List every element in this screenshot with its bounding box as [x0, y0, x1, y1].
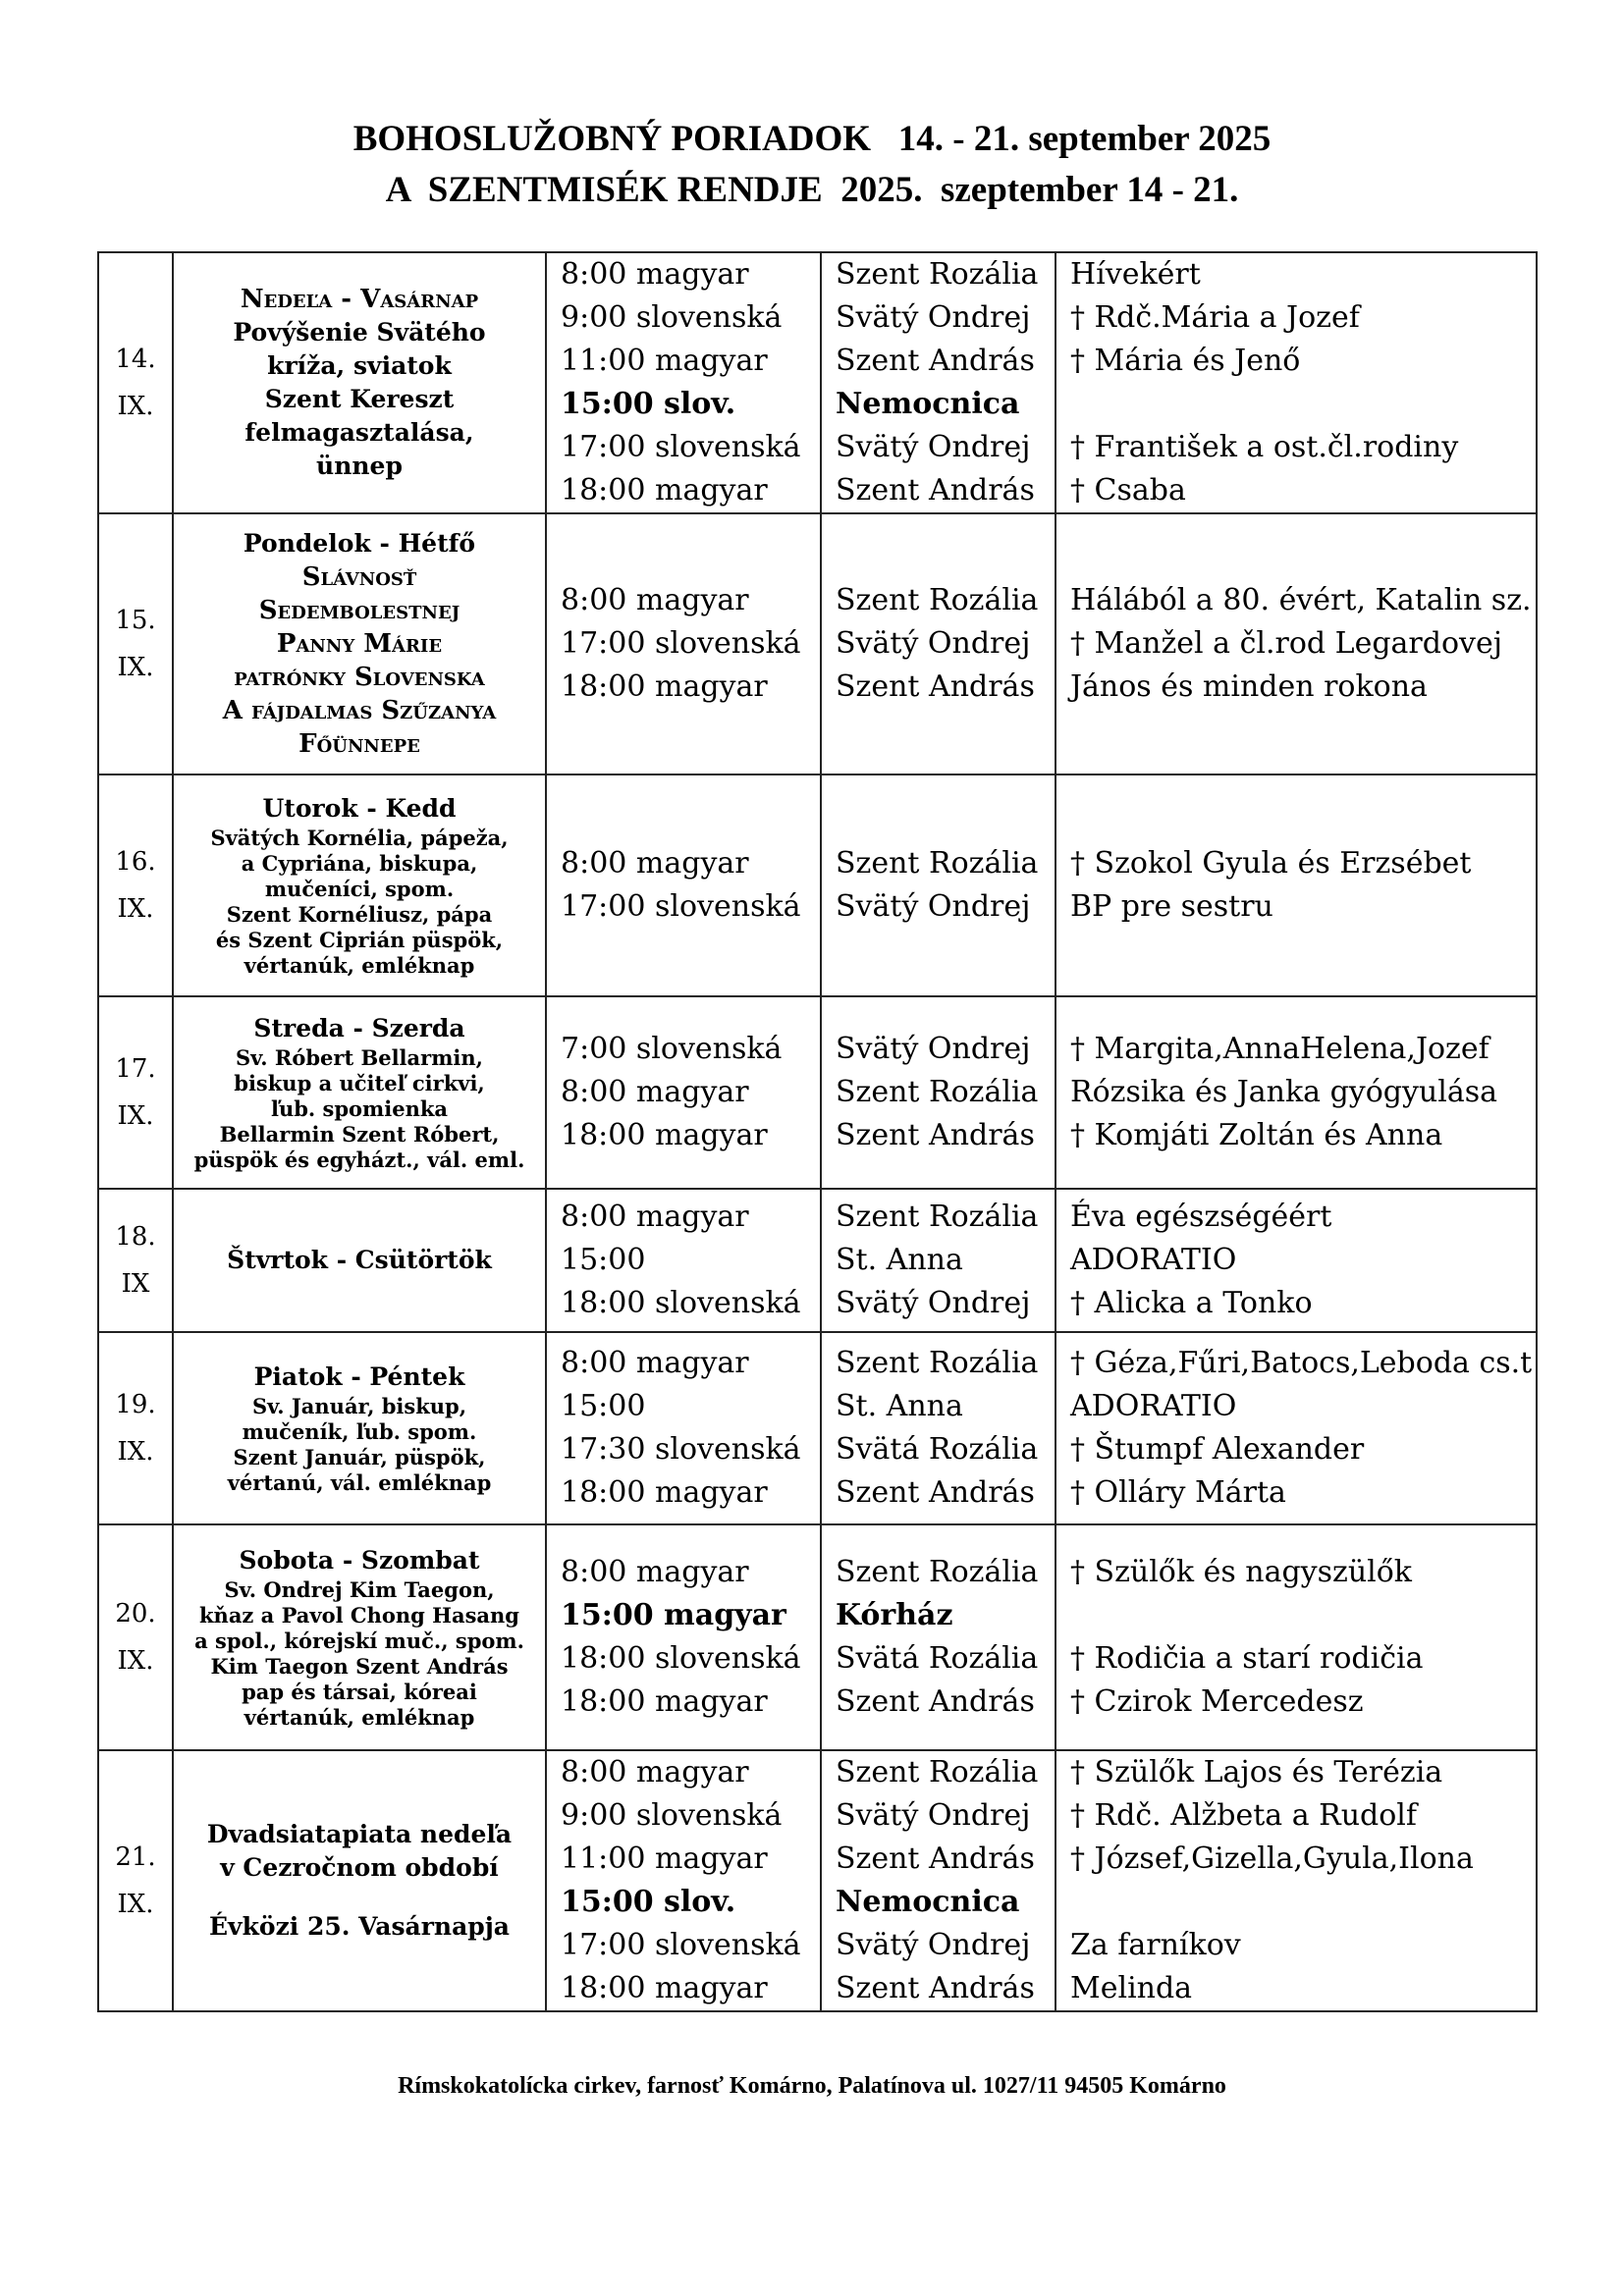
mass-place: Szent András — [836, 1684, 1035, 1719]
intention: † Rodičia a starí rodičia — [1070, 1641, 1424, 1676]
day-description-line: Szent Január, püspök, — [233, 1445, 486, 1469]
mass-place: Szent Rozália — [836, 1755, 1039, 1789]
intention: Hálából a 80. évért, Katalin sz. — [1070, 583, 1532, 617]
day-description-line: ľub. spomienka — [270, 1096, 449, 1121]
day-description-line: a Cypriána, biskupa, — [241, 851, 478, 876]
mass-place: Svätý Ondrej — [836, 430, 1031, 464]
intention-cell — [1056, 1332, 1537, 1524]
mass-time-cell — [546, 1332, 821, 1524]
day-description-cell — [173, 996, 546, 1189]
mass-place: Svätá Rozália — [836, 1641, 1039, 1676]
title-hungarian: A SZENTMISÉK RENDJE 2025. szeptember 14 - 21. — [385, 170, 1239, 210]
mass-place: Svätý Ondrej — [836, 889, 1031, 924]
day-description-line: kríža, sviatok — [267, 351, 452, 380]
intention: † Mária és Jenő — [1070, 344, 1301, 378]
mass-place: Szent András — [836, 473, 1035, 507]
day-description-line: ünnep — [316, 452, 403, 480]
mass-time: 8:00 magyar — [561, 257, 749, 292]
day-description-line: Szent Kereszt — [264, 385, 455, 413]
mass-place: Nemocnica — [836, 387, 1020, 421]
mass-time-cell — [546, 996, 821, 1189]
day-description-line — [174, 1885, 545, 1910]
date-line: 20. — [115, 1599, 156, 1629]
day-description-cell — [173, 252, 546, 513]
mass-place: Szent Rozália — [836, 257, 1039, 292]
mass-place: Svätý Ondrej — [836, 1798, 1031, 1833]
day-description-line: Štvrtok - Csütörtök — [227, 1246, 492, 1274]
mass-time: 11:00 magyar — [561, 1842, 768, 1876]
intention-cell — [1056, 1189, 1537, 1332]
day-description-line: Panny Márie — [276, 629, 443, 659]
intention: János és minden rokona — [1070, 669, 1428, 704]
mass-place-cell — [821, 774, 1056, 996]
mass-place: Svätý Ondrej — [836, 626, 1031, 661]
intention: † František a ost.čl.rodiny — [1070, 430, 1459, 464]
date-line: IX. — [117, 1890, 154, 1919]
intention — [1070, 1881, 1536, 1924]
day-description-line: Bellarmin Szent Róbert, — [219, 1122, 500, 1147]
day-description-line: vértanúk, emléknap — [244, 953, 475, 978]
intention — [1070, 1594, 1536, 1637]
day-description-line: pap és társai, kóreai — [242, 1680, 477, 1704]
intention-cell — [1056, 513, 1537, 774]
mass-place-cell — [821, 513, 1056, 774]
mass-time-cell — [546, 1189, 821, 1332]
mass-place: Svätý Ondrej — [836, 1928, 1031, 1962]
date-cell — [98, 1332, 173, 1524]
day-description-cell — [173, 1750, 546, 2011]
mass-time: 18:00 slovenská — [561, 1286, 801, 1320]
mass-place: Szent Rozália — [836, 846, 1039, 881]
day-description-line: biskup a učiteľ cirkvi, — [234, 1071, 485, 1095]
intention: † József,Gizella,Gyula,Ilona — [1070, 1842, 1474, 1876]
mass-time: 15:00 — [561, 1389, 646, 1423]
intention: Hívekért — [1070, 257, 1201, 292]
mass-place: Szent András — [836, 1842, 1035, 1876]
day-description-line: Pondelok - Hétfő — [243, 529, 476, 558]
day-description-line: patrónky Slovenska — [234, 663, 485, 692]
intention: † Csaba — [1070, 473, 1186, 507]
intention-cell — [1056, 996, 1537, 1189]
intention: † Szokol Gyula és Erzsébet — [1070, 846, 1472, 881]
date-line: IX. — [117, 653, 154, 682]
date-line: 15. — [115, 606, 156, 635]
mass-place: Svätý Ondrej — [836, 1286, 1031, 1320]
date-line: 16. — [115, 847, 156, 877]
mass-place: Szent Rozália — [836, 583, 1039, 617]
date-cell — [98, 1750, 173, 2011]
mass-time: 18:00 magyar — [561, 669, 768, 704]
day-description-line: Főünnepe — [298, 729, 420, 759]
mass-time-cell — [546, 774, 821, 996]
intention: Za farníkov — [1070, 1928, 1241, 1962]
day-row — [98, 1750, 1537, 2011]
mass-time-cell — [546, 1524, 821, 1750]
day-description-cell — [173, 1524, 546, 1750]
day-description-line: Sv. Ondrej Kim Taegon, — [224, 1577, 495, 1602]
mass-time: 15:00 magyar — [561, 1598, 786, 1632]
mass-time: 17:00 slovenská — [561, 1928, 801, 1962]
intention: ADORATIO — [1070, 1389, 1237, 1423]
intention: † Komjáti Zoltán és Anna — [1070, 1118, 1443, 1152]
day-description-line: A fájdalmas Szűzanya — [222, 696, 497, 725]
mass-time: 8:00 magyar — [561, 1346, 749, 1380]
intention-cell — [1056, 774, 1537, 996]
day-description-line: és Szent Ciprián püspök, — [215, 928, 504, 952]
mass-place: Nemocnica — [836, 1885, 1020, 1919]
day-description-line: kňaz a Pavol Chong Hasang — [199, 1603, 519, 1628]
mass-place-cell — [821, 1750, 1056, 2011]
intention: † Alicka a Tonko — [1070, 1286, 1313, 1320]
mass-place: Szent András — [836, 1475, 1035, 1510]
day-description-cell — [173, 774, 546, 996]
intention: † Rdč. Alžbeta a Rudolf — [1070, 1798, 1417, 1833]
day-row — [98, 1332, 1537, 1524]
mass-time: 18:00 magyar — [561, 1118, 768, 1152]
date-line: IX. — [117, 1437, 154, 1467]
schedule-table — [97, 251, 1538, 2012]
mass-place: Svätý Ondrej — [836, 300, 1031, 335]
intention: Rózsika és Janka gyógyulása — [1070, 1075, 1498, 1109]
mass-time: 15:00 slov. — [561, 387, 736, 421]
day-row — [98, 252, 1537, 513]
mass-place: Svätý Ondrej — [836, 1032, 1031, 1066]
mass-time: 15:00 slov. — [561, 1885, 736, 1919]
title-slovak: BOHOSLUŽOBNÝ PORIADOK 14. - 21. september 2025 — [352, 119, 1272, 159]
day-description-cell — [173, 1189, 546, 1332]
day-description-line: Sedembolestnej — [258, 596, 460, 625]
day-description-line: Sobota - Szombat — [239, 1546, 480, 1575]
date-cell — [98, 774, 173, 996]
intention: BP pre sestru — [1070, 889, 1273, 924]
day-description-line: Piatok - Péntek — [253, 1362, 465, 1391]
intention: † Margita,AnnaHelena,Jozef — [1070, 1032, 1489, 1066]
mass-time: 8:00 magyar — [561, 1075, 749, 1109]
day-description-line: v Cezročnom období — [220, 1853, 499, 1882]
intention: † Manžel a čl.rod Legardovej — [1070, 626, 1503, 661]
date-cell — [98, 1189, 173, 1332]
mass-time: 8:00 magyar — [561, 583, 749, 617]
mass-time: 8:00 magyar — [561, 1555, 749, 1589]
day-description-line: mučeníci, spom. — [264, 877, 455, 901]
day-row — [98, 513, 1537, 774]
day-description-line: Sv. Január, biskup, — [251, 1394, 467, 1418]
date-line: IX. — [117, 894, 154, 924]
intention-cell — [1056, 1750, 1537, 2011]
mass-place: Szent András — [836, 1971, 1035, 2005]
intention: † Rdč.Mária a Jozef — [1070, 300, 1360, 335]
mass-time: 18:00 magyar — [561, 1684, 768, 1719]
mass-time: 7:00 slovenská — [561, 1032, 783, 1066]
mass-place: St. Anna — [836, 1389, 963, 1423]
mass-time-cell — [546, 513, 821, 774]
day-description-line: püspök és egyházt., vál. eml. — [193, 1148, 525, 1172]
mass-time: 8:00 magyar — [561, 1755, 749, 1789]
intention: Melinda — [1070, 1971, 1193, 2005]
mass-place: Szent András — [836, 1118, 1035, 1152]
day-description-line: vértanúk, emléknap — [244, 1705, 475, 1730]
date-line: 19. — [115, 1390, 156, 1419]
schedule-body — [98, 252, 1537, 2011]
day-description-line: Évközi 25. Vasárnapja — [208, 1912, 511, 1941]
mass-place: Szent András — [836, 344, 1035, 378]
day-row — [98, 996, 1537, 1189]
day-description-line: Szent Kornéliusz, pápa — [226, 902, 493, 927]
mass-place: Svätá Rozália — [836, 1432, 1039, 1467]
day-description-line: vértanú, vál. emléknap — [227, 1470, 492, 1495]
mass-time: 8:00 magyar — [561, 846, 749, 881]
day-row — [98, 1189, 1537, 1332]
mass-place-cell — [821, 1189, 1056, 1332]
mass-time: 18:00 magyar — [561, 1475, 768, 1510]
date-line: 18. — [115, 1222, 156, 1252]
intention: † Szülők Lajos és Terézia — [1070, 1755, 1443, 1789]
day-description-line: Sv. Róbert Bellarmin, — [236, 1045, 483, 1070]
mass-time: 11:00 magyar — [561, 344, 768, 378]
day-description-line: felmagasztalása, — [244, 418, 474, 447]
mass-time: 17:00 slovenská — [561, 626, 801, 661]
date-line: IX — [121, 1269, 150, 1299]
mass-time: 8:00 magyar — [561, 1200, 749, 1234]
day-description-line: a spol., kórejskí muč., spom. — [194, 1629, 524, 1653]
date-cell — [98, 513, 173, 774]
date-cell — [98, 252, 173, 513]
intention: † Olláry Márta — [1070, 1475, 1286, 1510]
date-line: IX. — [117, 392, 154, 421]
intention: † Czirok Mercedesz — [1070, 1684, 1364, 1719]
mass-time: 17:00 slovenská — [561, 430, 801, 464]
day-description-line: Svätých Kornélia, pápeža, — [210, 826, 509, 850]
date-line: IX. — [117, 1101, 154, 1131]
mass-time: 17:30 slovenská — [561, 1432, 801, 1467]
mass-time: 18:00 slovenská — [561, 1641, 801, 1676]
day-description-line: Nedeľa - Vasárnap — [240, 285, 479, 314]
mass-time: 18:00 magyar — [561, 1971, 768, 2005]
day-row — [98, 1524, 1537, 1750]
mass-place-cell — [821, 996, 1056, 1189]
intention — [1070, 383, 1536, 426]
mass-time-cell — [546, 252, 821, 513]
intention: ADORATIO — [1070, 1243, 1237, 1277]
day-description-line: mučeník, ľub. spom. — [242, 1419, 477, 1444]
date-line: 21. — [115, 1842, 156, 1872]
mass-place-cell — [821, 1524, 1056, 1750]
mass-place: Szent András — [836, 669, 1035, 704]
date-line: IX. — [117, 1646, 154, 1676]
date-line: 17. — [115, 1054, 156, 1084]
mass-time: 9:00 slovenská — [561, 1798, 783, 1833]
intention: † Szülők és nagyszülők — [1070, 1555, 1412, 1589]
mass-time: 9:00 slovenská — [561, 300, 783, 335]
day-description-line: Povýšenie Svätého — [233, 318, 486, 347]
day-description-line: Slávnosť — [301, 562, 417, 592]
day-description-line: Streda - Szerda — [253, 1014, 465, 1042]
mass-place: Szent Rozália — [836, 1346, 1039, 1380]
footer-address: Rímskokatolícka cirkev, farnosť Komárno, Palatínova ul. 1027/11 94505 Komárno — [398, 2073, 1226, 2099]
mass-place-cell — [821, 1332, 1056, 1524]
day-row — [98, 774, 1537, 996]
intention: † Géza,Fűri,Batocs,Leboda cs.t — [1070, 1346, 1533, 1380]
mass-place: St. Anna — [836, 1243, 963, 1277]
intention-cell — [1056, 1524, 1537, 1750]
mass-place: Szent Rozália — [836, 1075, 1039, 1109]
mass-place-cell — [821, 252, 1056, 513]
mass-place: Szent Rozália — [836, 1200, 1039, 1234]
date-cell — [98, 996, 173, 1189]
intention: † Štumpf Alexander — [1070, 1432, 1365, 1467]
date-cell — [98, 1524, 173, 1750]
day-description-cell — [173, 1332, 546, 1524]
mass-time: 18:00 magyar — [561, 473, 768, 507]
mass-place: Szent Rozália — [836, 1555, 1039, 1589]
mass-time-cell — [546, 1750, 821, 2011]
mass-time: 17:00 slovenská — [561, 889, 801, 924]
day-description-line: Dvadsiatapiata nedeľa — [206, 1820, 513, 1848]
intention-cell — [1056, 252, 1537, 513]
intention: Éva egészségéért — [1070, 1200, 1332, 1234]
day-description-line: Utorok - Kedd — [262, 794, 457, 823]
mass-time: 15:00 — [561, 1243, 646, 1277]
date-line: 14. — [115, 345, 156, 374]
day-description-cell — [173, 513, 546, 774]
day-description-line: Kim Taegon Szent András — [210, 1654, 509, 1679]
mass-place: Kórház — [836, 1598, 953, 1632]
